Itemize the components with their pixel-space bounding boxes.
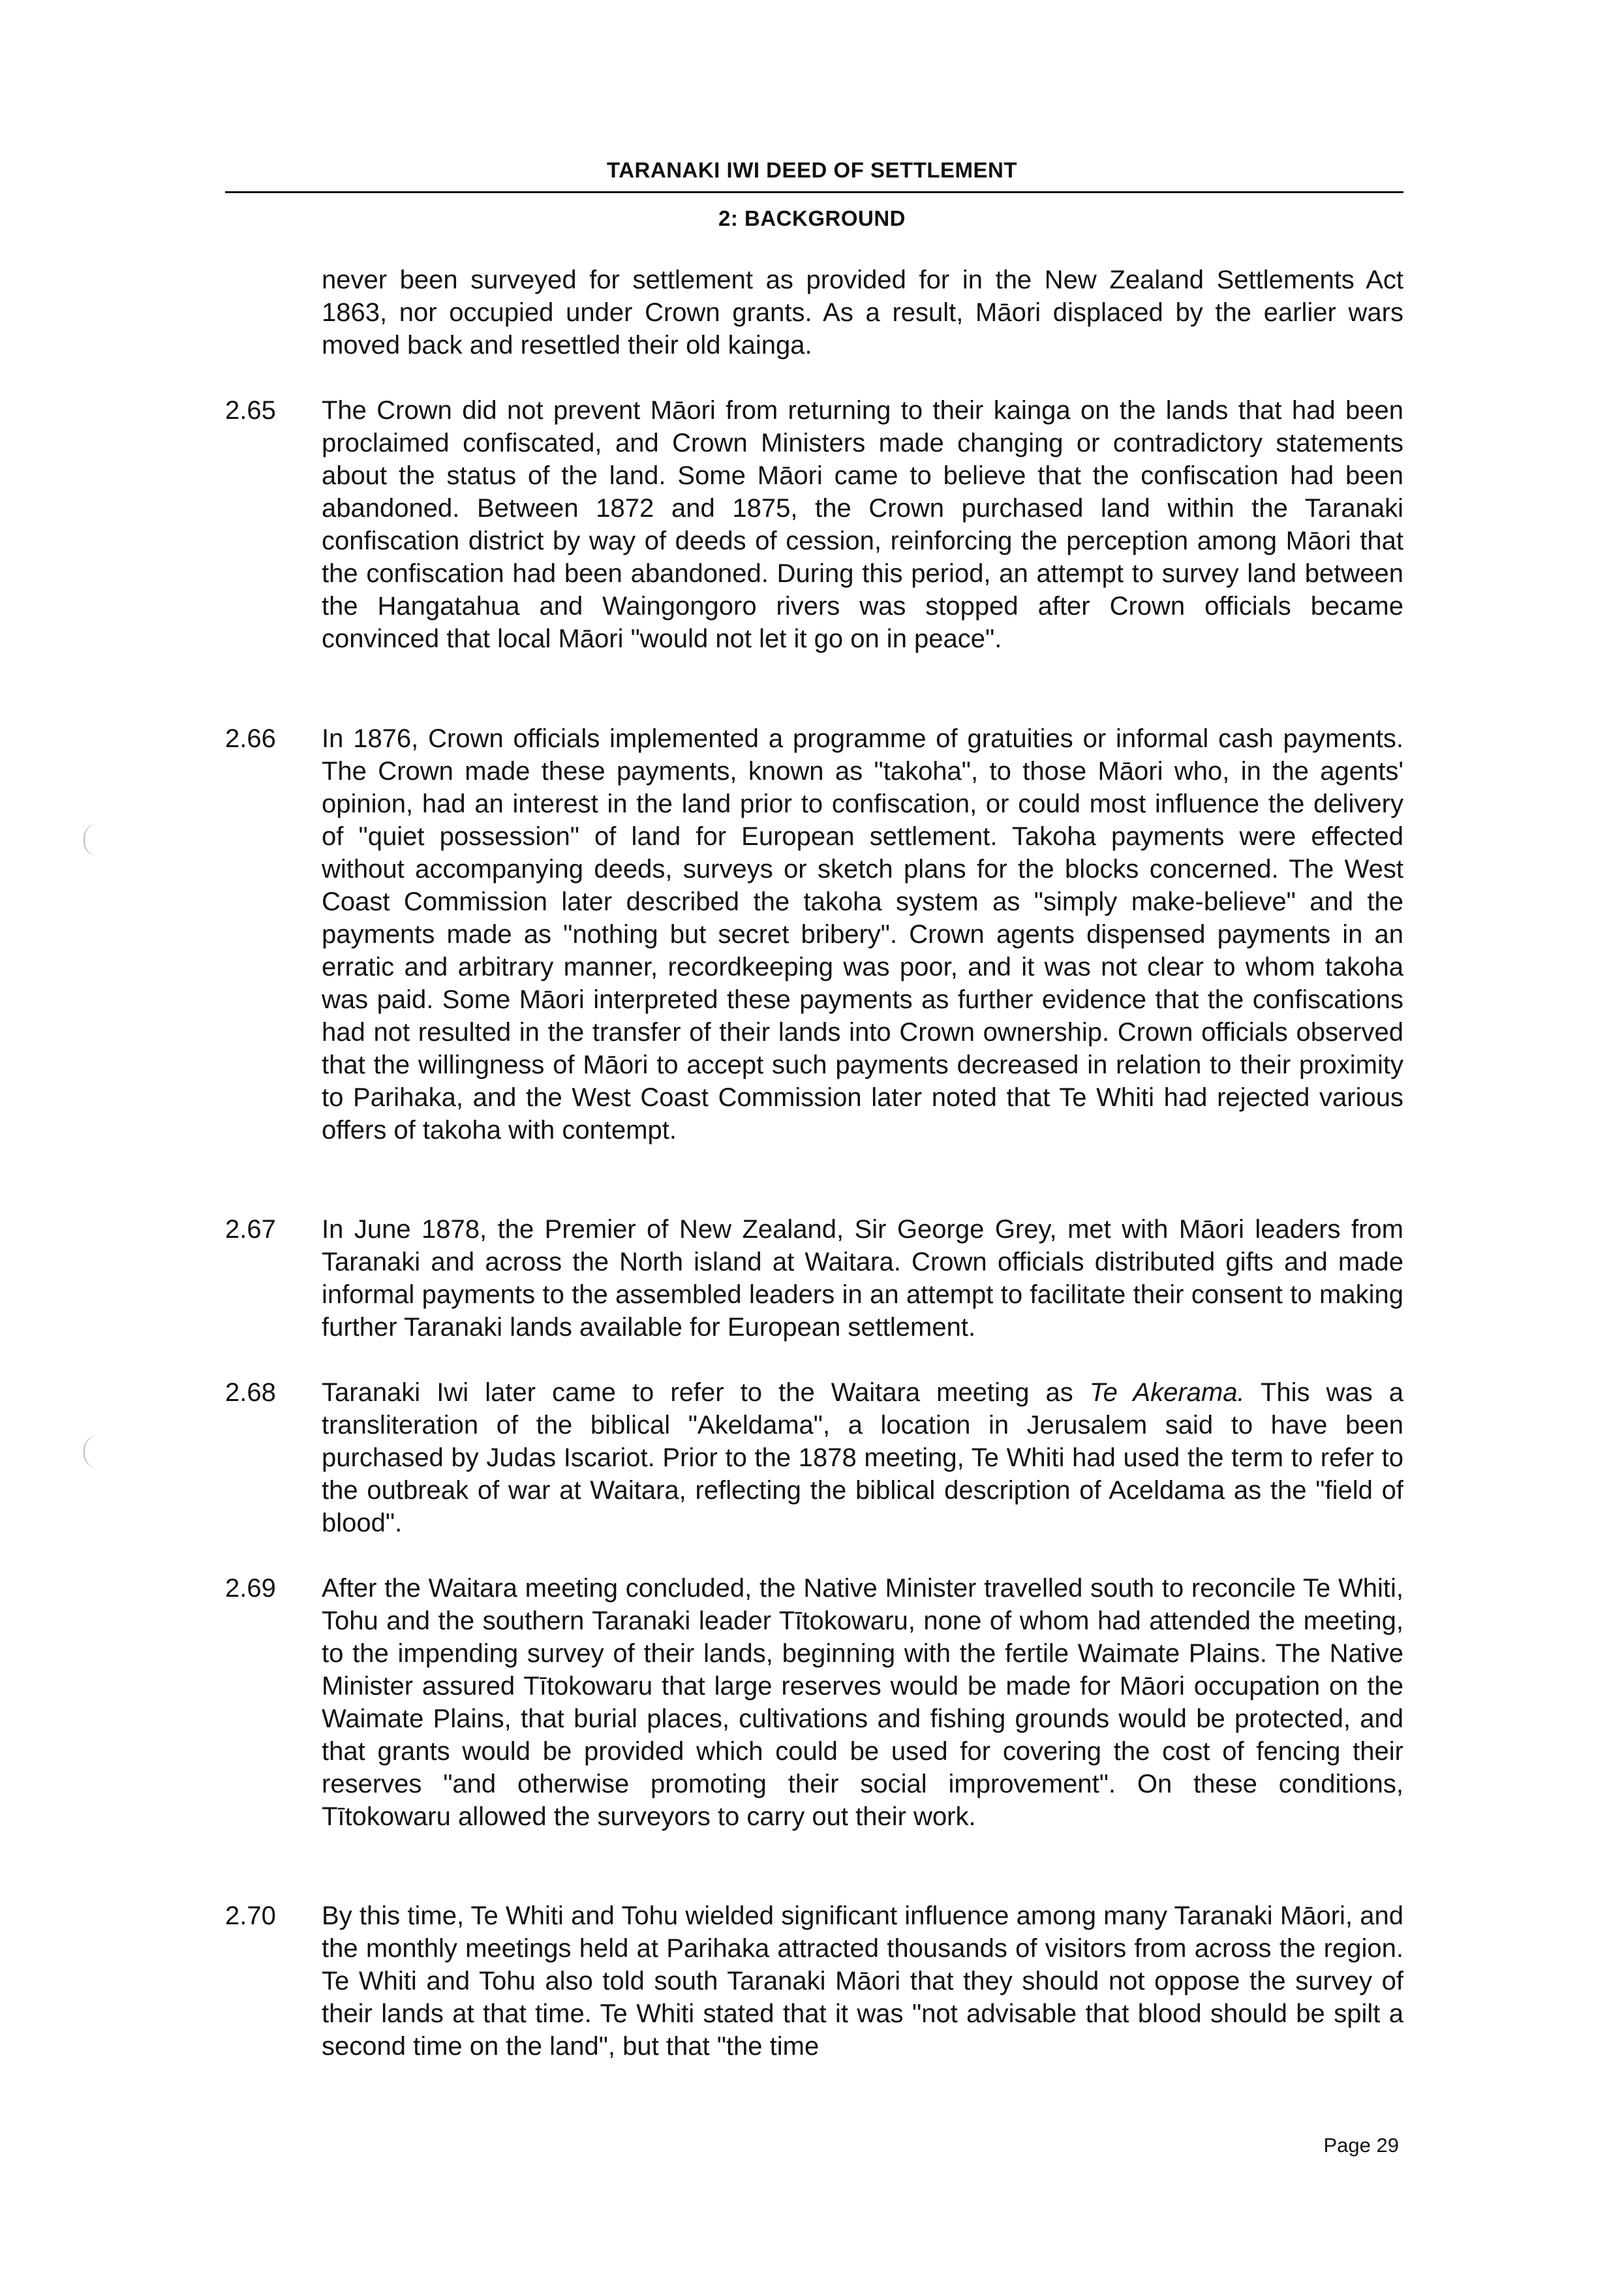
paragraph-continued [225,264,1403,362]
paragraph-text: In June 1878, the Premier of New Zealand, Sir George Grey, met with Māori leaders from Taranaki and across the North island at Waitara. Crown officials distributed gifts and made informal payments to the assembled leaders in an attempt to facilitate their consent to making further Taranaki lands available for European settlement. [322,1215,1403,1342]
paragraph-text [322,1376,1403,1539]
paragraph-2-66 [225,722,1403,1146]
paragraph-text: The Crown did not prevent Māori from returning to their kainga on the lands that had been proclaimed confiscated, and Crown Ministers made changing or contradictory statements about the status of the land. Some Māori came to believe that the confiscation had been abandoned. Between 1872 and 1875, the Crown purchased land within the Taranaki confiscation district by way of deeds of cession, reinforcing the perception among Māori that the confiscation had been abandoned. During this period, an attempt to survey land between the Hangatahua and Waingongoro rivers was stopped after Crown officials became convinced that local Māori "would not let it go on in peace". [322,396,1403,653]
document-title: TARANAKI IWI DEED OF SETTLEMENT [606,158,1018,182]
te-akerama-term: Te Akerama. [1089,1378,1245,1407]
paragraph-text: By this time, Te Whiti and Tohu wielded significant influence among many Taranaki Māori, and the monthly meetings held at Parihaka attracted thousands of visitors from across the region. Te Whiti and Tohu also told south Taranaki Māori that they should not oppose the survey of their lands at that time. Te Whiti stated that it was "not advisable that blood should be spilt a second time on the land", but that "the time [322,1901,1403,2061]
paragraph-text: In 1876, Crown officials implemented a programme of gratuities or informal cash payments. The Crown made these payments, known as "takoha", to those Māori who, in the agents' opinion, had an interest in the land prior to confiscation, or could most influence the delivery of "quiet possession" of land for European settlement. Takoha payments were effected without accompanying deeds, surveys or sketch plans for the blocks concerned. The West Coast Commission later described the takoha system as "simply make-believe" and the payments made as "nothing but secret bribery". Crown agents dispensed payments in an erratic and arbitrary manner, recordkeeping was poor, and it was not clear to whom takoha was paid. Some Māori interpreted these payments as further evidence that the confiscations had not resulted in the transfer of their lands into Crown ownership. Crown officials observed that the willingness of Māori to accept such payments decreased in relation to their proximity to Parihaka, and the West Coast Commission later noted that Te Whiti had rejected various offers of takoha with contempt. [322,724,1403,1145]
paragraph-number: 2.66 [225,724,276,753]
paragraph-text-end: This was a transliteration of the biblical "Akeldama", a location in Jerusalem said to have been purchased by Judas Iscariot. Prior to the 1878 meeting, Te Whiti had used the term to refer to the outbreak of war at Waitara, reflecting the biblical description of Aceldama as the "field of blood". [322,1378,1404,1537]
section-heading: 2: BACKGROUND [718,206,906,230]
paragraph-text-start: Taranaki Iwi later came to refer to the Waitara meeting as [322,1378,1090,1407]
paragraph-2-68 [225,1376,1403,1539]
paragraph-number: 2.70 [225,1901,276,1930]
paragraph-number: 2.68 [225,1378,276,1407]
paragraph-2-69 [225,1572,1403,1833]
margin-bracket-mark [84,1436,99,1468]
margin-bracket-mark [84,823,99,856]
paragraph-2-70 [225,1900,1403,2063]
header-divider [225,191,1403,193]
paragraph-text: After the Waitara meeting concluded, the Native Minister travelled south to reconcile Te Whiti, Tohu and the southern Taranaki leader Tītokowaru, none of whom had attended the meeting, to the impending survey of their lands, beginning with the fertile Waimate Plains. The Native Minister assured Tītokowaru that large reserves would be made for Māori occupation on the Waimate Plains, that burial places, cultivations and fishing grounds would be protected, and that grants would be provided which could be used for covering the cost of fencing their reserves "and otherwise promoting their social improvement". On these conditions, Tītokowaru allowed the surveyors to carry out their work. [322,1574,1403,1831]
paragraph-2-65 [225,394,1403,655]
page-number: Page 29 [1323,2134,1399,2157]
paragraph-number: 2.69 [225,1574,276,1603]
paragraph-number: 2.67 [225,1215,276,1244]
paragraph-2-67 [225,1213,1403,1344]
paragraph-number: 2.65 [225,396,276,425]
paragraph-text: never been surveyed for settlement as provided for in the New Zealand Settlements Act 1863, nor occupied under Crown grants. As a result, Māori displaced by the earlier wars moved back and resettled their old kainga. [322,266,1403,360]
